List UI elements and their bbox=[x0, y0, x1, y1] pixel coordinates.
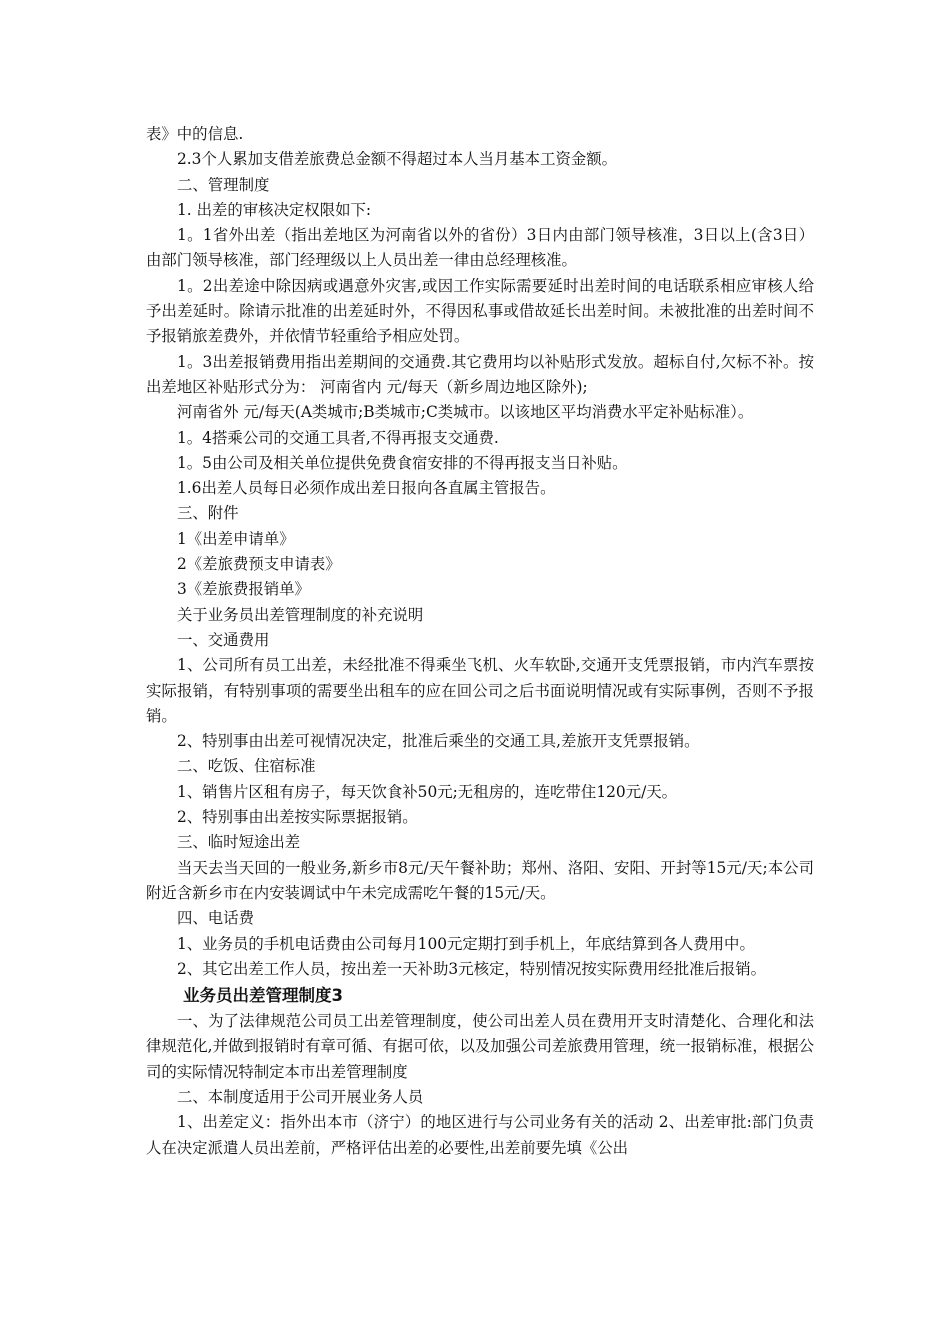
paragraph: 一、交通费用 bbox=[177, 630, 270, 649]
paragraph: 1。3出差报销费用指出差期间的交通费.其它费用均以补贴形式发放。超标自付,欠标不补。按出差地区补贴形式分为： 河南省内 元/每天（新乡周边地区除外); bbox=[146, 352, 814, 396]
paragraph: 1.6出差人员每日必须作成出差日报向各直属主管报告。 bbox=[177, 479, 556, 498]
paragraph: 二、吃饭、住宿标准 bbox=[177, 757, 316, 776]
paragraph: 三、临时短途出差 bbox=[177, 833, 301, 852]
paragraph: 1、销售片区租有房子，每天饮食补50元;无租房的，连吃带住120元/天。 bbox=[177, 782, 678, 801]
paragraph: 1、出差定义：指外出本市（济宁）的地区进行与公司业务有关的活动 2、出差审批:部门负责人在决定派遣人员出差前，严格评估出差的必要性,出差前要先填《公出 bbox=[146, 1113, 814, 1157]
document-body-part2 bbox=[146, 1009, 814, 1161]
paragraph: 四、电话费 bbox=[177, 909, 254, 928]
paragraph: 2、其它出差工作人员，按出差一天补助3元核定，特别情况按实际费用经批准后报销。 bbox=[177, 959, 767, 978]
paragraph: 关于业务员出差管理制度的补充说明 bbox=[177, 605, 424, 624]
document-page bbox=[146, 122, 814, 1161]
paragraph: 2《差旅费预支申请表》 bbox=[177, 555, 341, 574]
section-heading: 业务员出差管理制度3 bbox=[183, 986, 343, 1006]
paragraph: 1。2出差途中除因病或遇意外灾害,或因工作实际需要延时出差时间的电话联系相应审核人给予出差延时。除请示批准的出差延时外，不得因私事或借故延长出差时间。未被批准的出差时间不予报销旅差费外，并依情节轻重给予相应处罚。 bbox=[146, 276, 814, 346]
paragraph: 当天去当天回的一般业务,新乡市8元/天午餐补助；郑州、洛阳、安阳、开封等15元/天;本公司附近含新乡市在内安装调试中午未完成需吃午餐的15元/天。 bbox=[146, 858, 814, 902]
paragraph: 1。4搭乘公司的交通工具者,不得再报支交通费. bbox=[177, 428, 499, 447]
paragraph: 二、本制度适用于公司开展业务人员 bbox=[177, 1087, 424, 1106]
document-body-part1 bbox=[146, 122, 814, 982]
paragraph: 2.3个人累加支借差旅费总金额不得超过本人当月基本工资金额。 bbox=[177, 150, 618, 169]
paragraph: 二、管理制度 bbox=[177, 175, 270, 194]
paragraph: 2、特别事由出差按实际票据报销。 bbox=[177, 808, 418, 827]
paragraph: 表》中的信息. bbox=[146, 125, 244, 143]
paragraph: 1。1省外出差（指出差地区为河南省以外的省份）3日内由部门领导核准，3日以上(含3日）由部门领导核准，部门经理级以上人员出差一律由总经理核准。 bbox=[146, 226, 814, 270]
paragraph: 一、为了法律规范公司员工出差管理制度，使公司出差人员在费用开支时清楚化、合理化和法律规范化,并做到报销时有章可循、有据可依，以及加强公司差旅费用管理，统一报销标准，根据公司的实际情况特制定本市出差管理制度 bbox=[146, 1012, 814, 1081]
paragraph: 2、特别事由出差可视情况决定，批准后乘坐的交通工具,差旅开支凭票报销。 bbox=[177, 732, 700, 751]
paragraph: 1、业务员的手机电话费由公司每月100元定期打到手机上，年底结算到各人费用中。 bbox=[177, 934, 755, 953]
paragraph: 1、公司所有员工出差，未经批准不得乘坐飞机、火车软卧,交通开支凭票报销，市内汽车票按实际报销，有特别事项的需要坐出租车的应在回公司之后书面说明情况或有实际事例，否则不予报销。 bbox=[146, 656, 814, 725]
paragraph: 1。5由公司及相关单位提供免费食宿安排的不得再报支当日补贴。 bbox=[177, 453, 628, 472]
paragraph: 三、附件 bbox=[177, 504, 239, 523]
paragraph: 1《出差申请单》 bbox=[177, 529, 295, 548]
paragraph: 3《差旅费报销单》 bbox=[177, 580, 310, 599]
paragraph: 1. 出差的审核决定权限如下: bbox=[177, 200, 372, 219]
paragraph: 河南省外 元/每天(A类城市;B类城市;C类城市。以该地区平均消费水平定补贴标准）。 bbox=[177, 403, 754, 422]
